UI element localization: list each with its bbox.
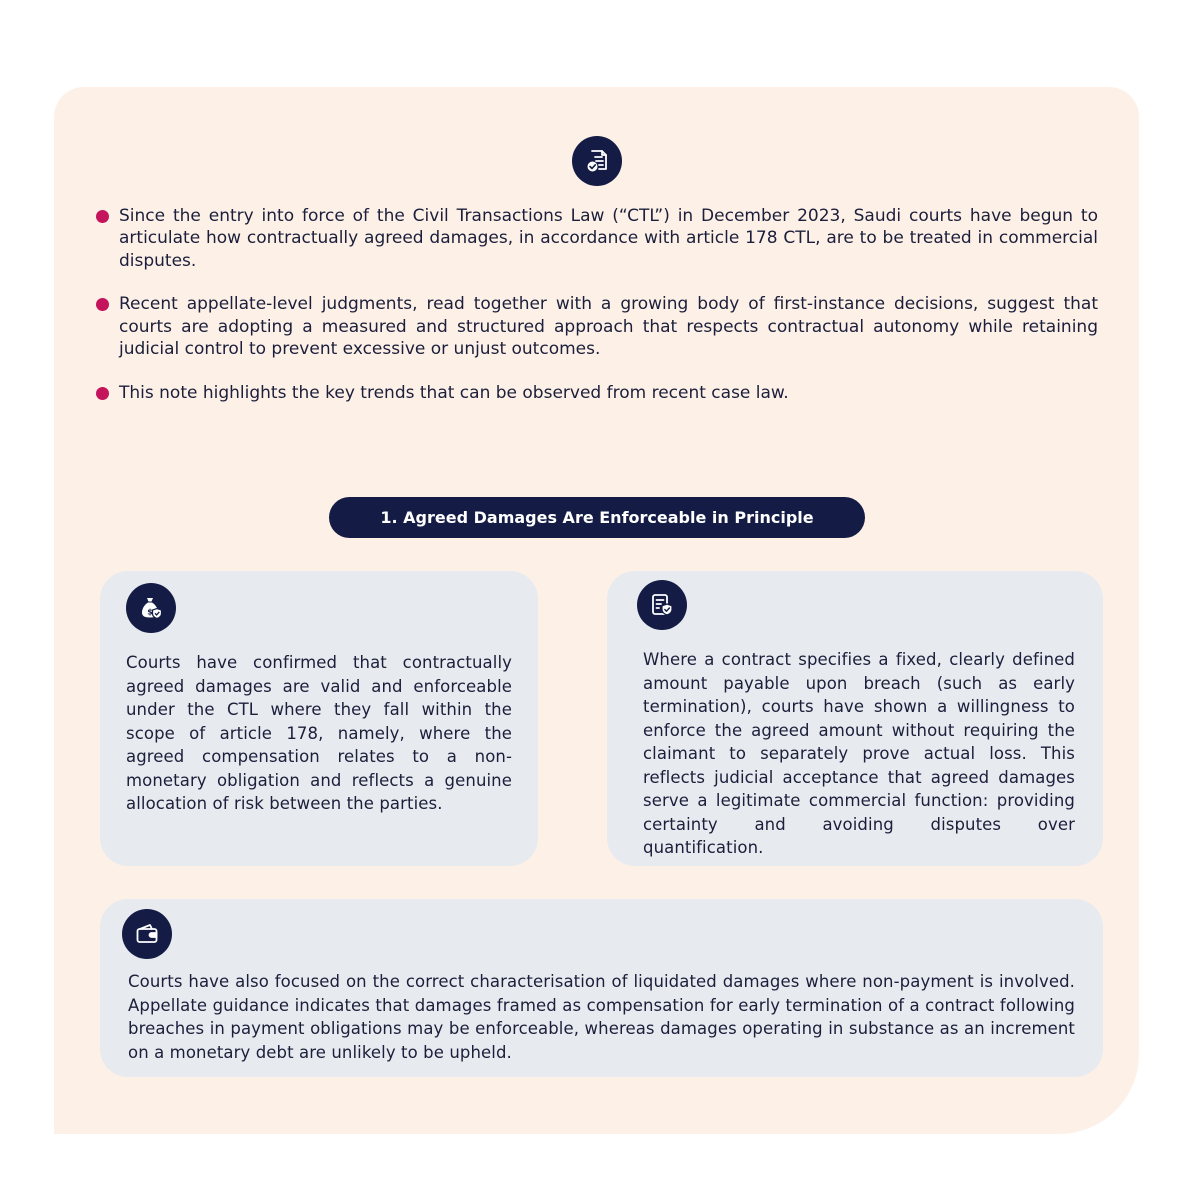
card-non-payment bbox=[100, 899, 1103, 1077]
bullet-text: Since the entry into force of the Civil Transactions Law (“CTL”) in December 2023, Saudi courts have begun to articulate how contractually agreed damages, in accordance with article 178 CTL, are to be treated in commercial disputes. bbox=[119, 206, 1098, 271]
document-shield-icon bbox=[637, 580, 687, 630]
svg-text:$: $ bbox=[147, 607, 153, 617]
card-text: Courts have also focused on the correct characterisation of liquidated damages where non-payment is involved. Appellate guidance indicates that damages framed as compensation for early termination of a contract following breaches in payment obligations may be enforceable, whereas damages operating in substance as an increment on a monetary debt are unlikely to be upheld. bbox=[128, 972, 1075, 1062]
section-heading: 1. Agreed Damages Are Enforceable in Principle bbox=[329, 497, 865, 538]
bullet-item bbox=[94, 293, 1098, 360]
card-text: Courts have confirmed that contractually agreed damages are valid and enforceable under the CTL where they fall within the scope of article 178, namely, where the agreed compensation relates to a non-monetary obligation and reflects a genuine allocation of risk between the parties. bbox=[126, 653, 512, 813]
bullet-dot bbox=[96, 298, 109, 311]
card-text: Where a contract specifies a fixed, clearly defined amount payable upon breach (such as early termination), courts have shown a willingness to enforce the agreed amount without requiring the claimant to separately prove actual loss. This reflects judicial acceptance that agreed damages serve a legitimate commercial function: providing certainty and avoiding disputes over quantification. bbox=[643, 650, 1075, 857]
card-enforceable bbox=[100, 571, 538, 866]
bullet-item bbox=[94, 382, 1098, 404]
money-bag-shield-icon bbox=[126, 583, 176, 633]
bullet-dot bbox=[96, 387, 109, 400]
bullet-dot bbox=[96, 210, 109, 223]
bullet-text: Recent appellate-level judgments, read together with a growing body of first-instance decisions, suggest that courts are adopting a measured and structured approach that respects contractual autonomy while retaining judicial control to prevent excessive or unjust outcomes. bbox=[119, 294, 1098, 359]
card-fixed-amount bbox=[607, 571, 1103, 866]
bullet-text: This note highlights the key trends that can be observed from recent case law. bbox=[119, 382, 789, 403]
document-check-icon bbox=[572, 136, 622, 186]
intro-bullet-list bbox=[94, 205, 1098, 426]
bullet-item bbox=[94, 205, 1098, 272]
wallet-icon bbox=[122, 909, 172, 959]
